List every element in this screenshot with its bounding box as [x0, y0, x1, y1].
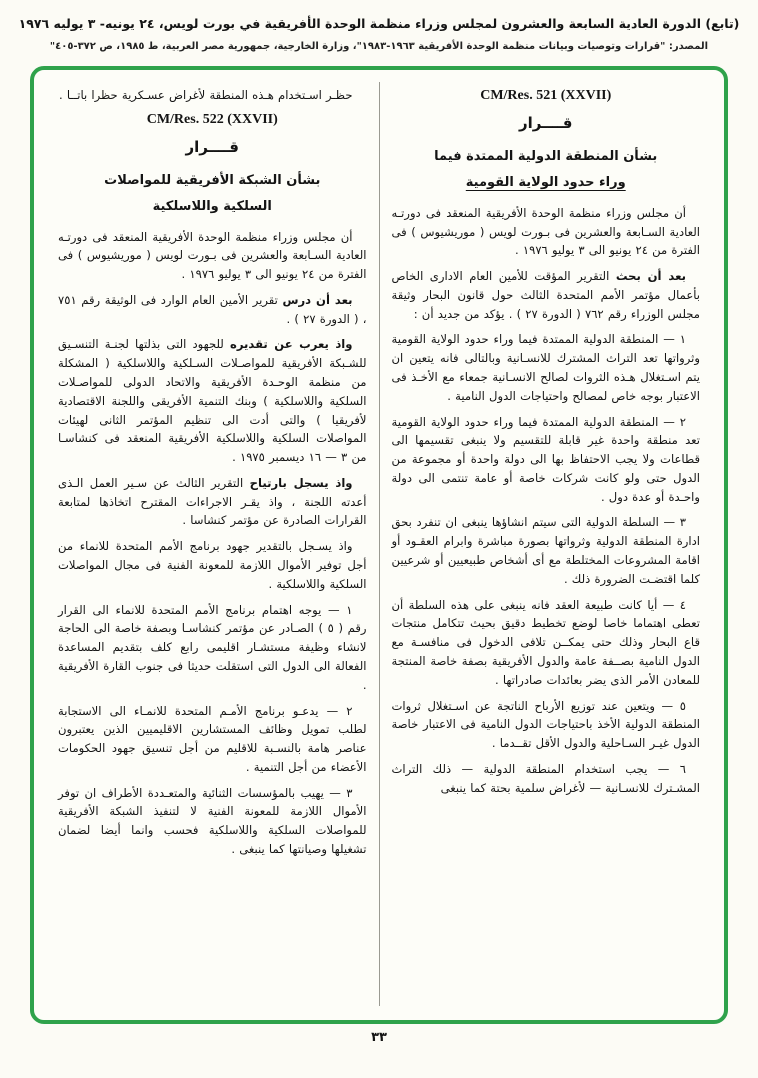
- paragraph-text: أن مجلس وزراء منظمة الوحدة الأفريقية المنعقد فى دورتـه العادية السـابعة والعشرين فى بـورت لويس ( موريشيوس ) فى الفترة من ٢٤ يونيو الى ٣ يوليو ١٩٧٦ .: [391, 205, 700, 258]
- paragraph-text: ٣ — السلطة الدولية التى سيتم انشاؤها ينبغى ان تنفرد بحق ادارة المنطقة الدولية وثرواتها بصورة مباشرة وابرام العقـود أو اقامة المشروعات المختلطة مع أى أشخاص طبيعيين أو شرعيين كلما اقتضـت الضرورة ذلك .: [391, 515, 700, 586]
- resolution-ref-522: CM/Res. 522 (XXVII): [146, 111, 278, 127]
- paragraph: [58, 474, 367, 530]
- resolution-heading-522: قــــرار: [185, 137, 239, 156]
- paragraph: [392, 697, 701, 753]
- paragraph: [392, 413, 701, 507]
- paragraph-text: ١ — المنطقة الدولية الممتدة فيما وراء حدود الولاية القومية وثرواتها تعد التراث المشترك للانسـانية وبالتالى فانه يتعين ان يتم اسـتغلال هـذه الثروات لصالح الانسـانية جمعاء مع الأخـذ فى الاعتبار بوجه خاص لمصالح واحتياجات الدول النامية .: [391, 332, 700, 403]
- paragraph-text: التقرير الثالث عن سـير العمل الـذى أعدته اللجنة ، واذ يقـر الاجراءات المقترح اتخاذها لمتابعة القرارات الصادرة عن مؤتمر كنشاسا .: [58, 475, 367, 528]
- resolution-subtitle-522: [58, 168, 367, 220]
- paragraph: [58, 702, 367, 777]
- header-session-title: (تابع) الدورة العادية السابعة والعشرون لمجلس وزراء منظمة الوحدة الأفريقية في بورت لويس، ٢٤ يونيه- ٣ يوليه ١٩٧٦: [18, 16, 740, 31]
- paragraph-lead: بعد أن درس: [282, 292, 353, 307]
- paragraph-lead: واذ يسجل بارتياح: [249, 475, 353, 490]
- page-header: [0, 12, 758, 56]
- paragraph-text: واذ يسـجل بالتقدير جهود برنامج الأمم المتحدة للانماء من أجل توفير الأموال اللازمة للمعونة الفنية فى مجال المواصلات السلكية واللاسلكية .: [58, 539, 367, 591]
- paragraph: [392, 267, 701, 323]
- resolution-subtitle-521: [392, 144, 701, 196]
- paragraph: [392, 760, 701, 798]
- resolution-ref-521: CM/Res. 521 (XXVII): [480, 87, 612, 103]
- paragraph: [392, 204, 701, 260]
- paragraph: [58, 291, 367, 329]
- green-border-frame: [30, 66, 728, 1024]
- paragraph: [58, 601, 367, 695]
- paragraph-continuation: [58, 86, 367, 105]
- paragraph-text: تقرير الأمين العام الوارد فى الوثيقة رقم ٧٥١ ، ( الدورة ٢٧ ) .: [58, 292, 367, 326]
- paragraph: [58, 228, 367, 284]
- paragraph: [392, 513, 701, 588]
- column-right-res521: [384, 80, 709, 1008]
- paragraph: [392, 330, 701, 405]
- paragraph-text: ٢ — يدعـو برنامج الأمـم المتحدة للانمـاء الى الاستجابة لطلب تمويل وظائف المستشارين الاقليميين الذين يعتبرون عناصر هامة بالنسـبة للاقليم من أجل تنسيق جهود الحكومات الأعضاء من أجل التنمية .: [58, 703, 367, 774]
- two-column-layout: [50, 80, 708, 1008]
- subtitle-line-2: وراء حدود الولاية القومية: [465, 174, 626, 190]
- paragraph-text: ١ — يوجه اهتمام برنامج الأمم المتحدة للانماء الى القرار رقم ( ٥ ) الصـادر عن مؤتمر كنشاسـا وبصفة خاصة الى الحاجة لانشاء وظيفة مستشـار اقليمى رابع كلف بتقديم المساعدة الفعالة الى الدول التى استقلت حديثا فى جنوب القارة الأفريقية .: [58, 602, 367, 692]
- paragraph-text: للجهود التى بذلتها لجنـة التنسـيق للشـبكة الأفريقية للمواصـلات السـلكية واللاسلكية ( المشكلة من منظمة الوحـدة الأفريقية والاتحاد الدولى للمواصـلات السلكية واللاسلكية ) وبنك التنمية الأفريقى واللجنة الاقتصادية لأفريقيا ) والتى أدت الى تنظيم المؤتمر الثانى لهيئات المواصلات السلكية واللاسلكية الأفريقية المنعقد فى كنشاسـا من ٣ — ١٦ ديسمبر ١٩٧٥ .: [58, 337, 367, 465]
- paragraph-text: حظـر اسـتخدام هـذه المنطقة لأغراض عسـكرية حظرا باتــا .: [59, 87, 353, 102]
- column-left-res522: [50, 80, 375, 1008]
- paragraph: [392, 596, 701, 690]
- subtitle-line-1: بشأن المنطقة الدولية الممتدة فيما: [434, 148, 658, 164]
- subtitle-line-1: بشأن الشبكة الأفريقية للمواصلات: [104, 172, 321, 188]
- paragraph-lead: بعد أن بحث: [615, 269, 686, 284]
- header-source-note: المصدر: "قرارات وتوصيات وبيانات منظمة الوحدة الأفريقية ١٩٦٣-١٩٨٣"، وزارة الخارجية، جمهورية مصر العربية، ط ١٩٨٥، ص ٣٧٢-٤٠٥": [49, 40, 709, 52]
- paragraph-lead: واذ يعرب عن تقديره: [229, 337, 353, 352]
- resolution-heading-521: قــــرار: [519, 113, 573, 132]
- page-number: ٣٣: [371, 1029, 387, 1045]
- paragraph-text: أن مجلس وزراء منظمة الوحدة الأفريقية المنعقد فى دورتـه العادية السـابعة والعشرين فى بـورت لويس ( موريشيوس ) فى الفترة من ٢٤ يونيو الى ٣ يوليو ١٩٧٦ .: [58, 229, 367, 282]
- paragraph-text: ٦ — يجب استخدام المنطقة الدولية — ذلك التراث المشـترك للانسـانية — لأغراض سلمية بحتة كما ينبغى: [391, 761, 700, 795]
- paragraph: [58, 537, 367, 593]
- paragraph-text: ٥ — ويتعين عند توزيع الأرباح الناتجة عن اسـتغلال ثروات المنطقة الدولية الأخذ باحتياجات الدول النامية فى الاعتبار خاصة الدول غيـر السـاحلية والدول الأقل تقــدما .: [391, 698, 700, 751]
- paragraph-text: ٣ — يهيب بالمؤسسات الثنائية والمتعـددة الأطراف ان توفر الأموال اللازمة للمعونة الفنية لا لتنفيذ الشبكة الأفريقية للمواصلات السلكية واللاسلكية فحسب وانما أيضا لضمان تشغيلها وصيانتها كما ينبغى .: [58, 785, 367, 856]
- paragraph-text: ٤ — أيا كانت طبيعة العقد فانه ينبغى على هذه السلطة أن تعطى اهتماما خاصا لوضع تخطيط دقيق بحيث تتكامل منتجات قاع البحار وذلك حتى يمكــن تلافى الدخول فى منافسـة مع الدول النامية بصــفة عامة والدول الأفريقية بصفة خاصة المنتجة للمعادن الأمر الذى يضر بعائدات صادراتها .: [391, 597, 700, 687]
- paragraph-text: التقرير المؤقت للأمين العام الادارى الخاص بأعمال مؤتمر الأمم المتحدة الثالث حول قانون البحار وثيقة مجلس الوزراء رقم ٧٦٢ ( الدورة ٢٧ ) . يؤكد من جديد أن :: [391, 269, 700, 321]
- paragraph-text: ٢ — المنطقة الدولية الممتدة فيما وراء حدود الولاية القومية تعد منطقة واحدة غير قابلة للتقسيم ولا ينبغى تقسيمها الى قطاعات ولا يجب الاحتفاظ بها الى دولة واحدة أو مجموعة من الدول حتى ولو كانت شركات خاصة أو عامة تنتمى الى دولة واحـدة أو عدة دول .: [391, 414, 700, 504]
- subtitle-line-2: السلكية واللاسلكية: [152, 198, 272, 214]
- column-divider: [379, 82, 380, 1006]
- paragraph: [58, 335, 367, 466]
- paragraph: [58, 784, 367, 859]
